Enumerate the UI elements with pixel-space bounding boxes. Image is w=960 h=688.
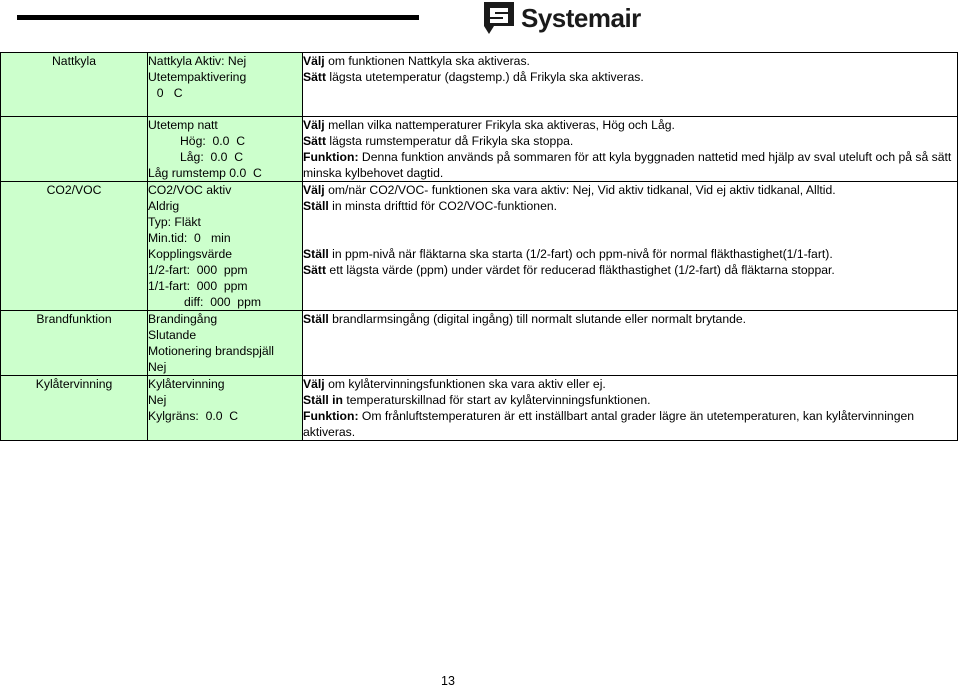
table-row [1,376,958,441]
settings-cell [148,311,303,376]
description-line: Välj om kylåtervinningsfunktionen ska vara aktiv eller ej. [303,377,606,391]
setting-line: 0 C [150,86,183,100]
description-cell [303,311,958,376]
setting-line: Typ: Fläkt [148,215,201,229]
header-rule [17,15,419,20]
description-line: Ställ in ppm-nivå när fläktarna ska starta (1/2-fart) och ppm-nivå för normal fläkthastighet(1/1-fart). [303,247,833,261]
setting-line: Nej [148,360,167,374]
setting-line: Låg rumstemp 0.0 C [148,166,262,180]
settings-cell [148,376,303,441]
setting-line: diff: 000 ppm [184,295,262,309]
setting-line: Min.tid: 0 min [148,231,231,245]
setting-line: Utetempaktivering [148,70,247,84]
description-line: Välj om/när CO2/VOC- funktionen ska vara aktiv: Nej, Vid aktiv tidkanal, Vid ej aktiv tidkanal, Alltid. [303,183,836,197]
description-line: Funktion: Om frånluftstemperaturen är ett inställbart antal grader lägre än utetemperaturen, kan kylåtervinningen aktiveras. [303,409,915,439]
setting-line: Nattkyla Aktiv: Nej [148,54,247,68]
spacer [303,214,957,230]
setting-line: Kopplingsvärde [148,247,233,261]
setting-line: Brandingång [148,312,218,326]
settings-table [0,52,958,441]
description-line: Funktion: Denna funktion används på sommaren för att kyla byggnaden nattetid med hjälp av sval uteluft och på så sätt minska kylbehovet dagtid. [303,150,952,180]
category-cell [1,311,148,376]
category-cell [1,117,148,182]
description-line: Sätt lägsta rumstemperatur då Frikyla ska stoppa. [303,134,574,148]
table-row [1,117,958,182]
page-number: 13 [441,674,455,688]
setting-line: 1/2-fart: 000 ppm [148,263,248,277]
setting-line: CO2/VOC aktiv [148,183,232,197]
description-cell [303,182,958,311]
description-cell [303,376,958,441]
category-label: Brandfunktion [36,312,112,326]
setting-line: Nej [148,393,167,407]
settings-cell [148,182,303,311]
setting-line: Slutande [148,328,197,342]
settings-cell [148,117,303,182]
category-label: Kylåtervinning [35,377,113,391]
description-cell [303,53,958,117]
setting-line: Hög: 0.0 C [180,134,246,148]
logo-text: Systemair [521,3,641,33]
description-cell [303,117,958,182]
table-row [1,53,958,117]
category-cell [1,182,148,311]
table-row [1,311,958,376]
description-line: Sätt lägsta utetemperatur (dagstemp.) då Frikyla ska aktiveras. [303,70,644,84]
category-label: CO2/VOC [46,183,102,197]
settings-cell [148,53,303,117]
category-label: Nattkyla [51,54,97,68]
table-row [1,182,958,311]
setting-line: Låg: 0.0 C [180,150,244,164]
setting-line: Aldrig [148,199,180,213]
category-cell [1,53,148,117]
description-line: Sätt ett lägsta värde (ppm) under värdet för reducerad fläkthastighet (1/2-fart) då fläktarna stoppar. [303,263,835,277]
setting-line: Motionering brandspjäll [148,344,275,358]
description-line: Välj mellan vilka nattemperaturer Frikyla ska aktiveras, Hög och Låg. [303,118,675,132]
setting-line: Utetemp natt [148,118,218,132]
setting-line: Kylgräns: 0.0 C [148,409,239,423]
setting-line: 1/1-fart: 000 ppm [148,279,248,293]
description-line: Ställ in minsta drifttid för CO2/VOC-funktionen. [303,199,558,213]
description-line: Ställ brandlarmsingång (digital ingång) till normalt slutande eller normalt brytande. [303,312,747,326]
category-cell [1,376,148,441]
spacer [303,230,957,246]
setting-line: Kylåtervinning [148,377,225,391]
description-line: Ställ in temperaturskillnad för start av kylåtervinningsfunktionen. [303,393,651,407]
description-line: Välj om funktionen Nattkyla ska aktiveras. [303,54,530,68]
